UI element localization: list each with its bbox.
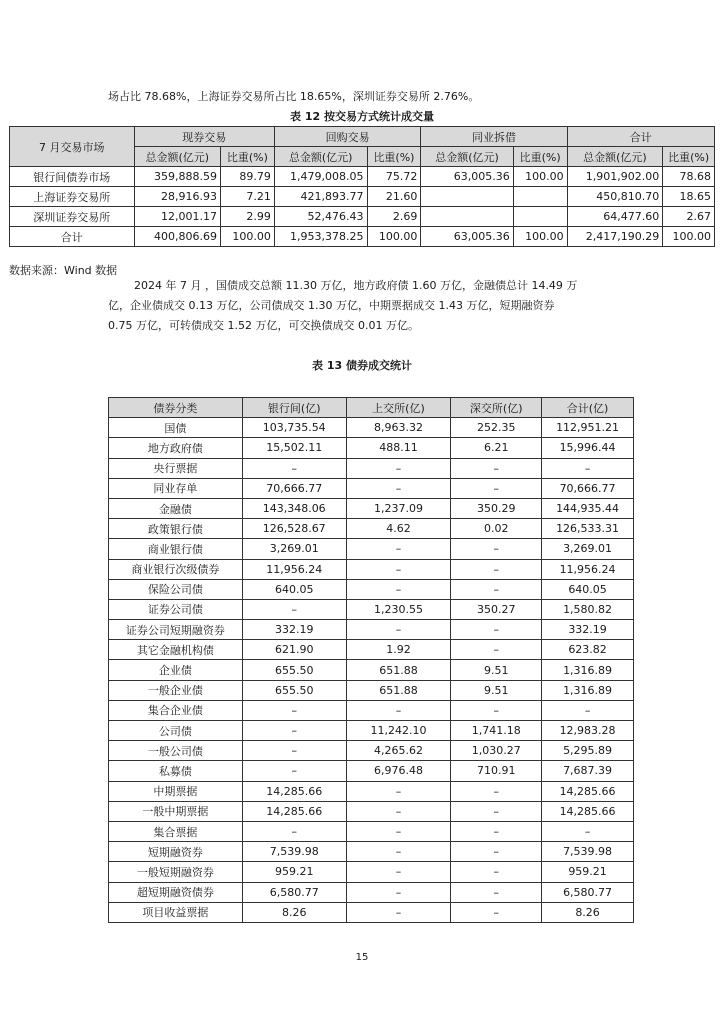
table13-category-cell: 国债 — [109, 418, 243, 438]
page-number: 15 — [355, 952, 369, 963]
table12-cell: 400,806.69 — [134, 227, 220, 247]
table12-cell: 421,893.77 — [274, 187, 367, 207]
table13-cell: – — [451, 842, 542, 862]
table-row — [109, 458, 634, 478]
table13-category-cell: 一般企业债 — [109, 680, 243, 700]
table13-cell: 144,935.44 — [542, 498, 634, 518]
table12-cell: 100.00 — [513, 167, 567, 187]
table-row — [109, 498, 634, 518]
table13-cell: – — [451, 579, 542, 599]
table12-cell: 450,810.70 — [567, 187, 663, 207]
table13-cell: 651.88 — [346, 660, 451, 680]
table13-cell: – — [346, 902, 451, 922]
table-row — [10, 167, 715, 187]
table13-header-row — [109, 398, 634, 418]
table13-cell: – — [346, 458, 451, 478]
table13-cell: – — [451, 781, 542, 801]
table13-cell: 103,735.54 — [242, 418, 346, 438]
table13-category-cell: 企业债 — [109, 660, 243, 680]
table13-cell: 9.51 — [451, 660, 542, 680]
table13-cell: 12,983.28 — [542, 721, 634, 741]
table12-cell: 63,005.36 — [421, 167, 513, 187]
table13-category-cell: 同业存单 — [109, 478, 243, 498]
table13-cell: 7,539.98 — [542, 842, 634, 862]
table12-cell: 359,888.59 — [134, 167, 220, 187]
table-row — [109, 761, 634, 781]
table13-cell: – — [346, 620, 451, 640]
table-row — [109, 660, 634, 680]
table13-cell: – — [542, 700, 634, 720]
table13-cell: – — [242, 741, 346, 761]
table13-cell: – — [451, 862, 542, 882]
table13-category-cell: 短期融资券 — [109, 842, 243, 862]
table12-cell: 89.79 — [220, 167, 274, 187]
table13-cell: 655.50 — [242, 680, 346, 700]
table13-cell: – — [451, 700, 542, 720]
table13-header: 上交所(亿) — [346, 398, 451, 418]
table13-cell: 8,963.32 — [346, 418, 451, 438]
table12-cell: 28,916.93 — [134, 187, 220, 207]
table12-cell — [513, 187, 567, 207]
table12-cell: 7.21 — [220, 187, 274, 207]
table12-cell — [421, 187, 513, 207]
table13-cell: – — [346, 700, 451, 720]
table13-cell: 1.92 — [346, 640, 451, 660]
table-row — [109, 640, 634, 660]
table13-cell: 332.19 — [242, 620, 346, 640]
table13-cell: 14,285.66 — [242, 781, 346, 801]
table13-cell: 6.21 — [451, 438, 542, 458]
table-row — [109, 862, 634, 882]
table13-cell: 350.27 — [451, 599, 542, 619]
table13-cell: – — [451, 559, 542, 579]
table13-header: 合计(亿) — [542, 398, 634, 418]
table-row — [109, 821, 634, 841]
table13-category-cell: 央行票据 — [109, 458, 243, 478]
table13-cell: 7,539.98 — [242, 842, 346, 862]
table12-subheader: 比重(%) — [367, 147, 421, 167]
table13-cell: – — [242, 599, 346, 619]
table13-cell: 252.35 — [451, 418, 542, 438]
table13-category-cell: 项目收益票据 — [109, 902, 243, 922]
table13-cell: 15,996.44 — [542, 438, 634, 458]
table13-cell: – — [451, 539, 542, 559]
table12-subheader: 总金额(亿元) — [567, 147, 663, 167]
table12-subheader: 比重(%) — [220, 147, 274, 167]
table13-cell: 655.50 — [242, 660, 346, 680]
table13-category-cell: 集合企业债 — [109, 700, 243, 720]
table12-cell: 78.68 — [663, 167, 715, 187]
table13-cell: 8.26 — [542, 902, 634, 922]
table12-cell — [421, 207, 513, 227]
table12-cell — [513, 207, 567, 227]
table-row — [109, 801, 634, 821]
table13-category-cell: 证券公司短期融资券 — [109, 620, 243, 640]
table13-cell: – — [542, 458, 634, 478]
table12-cell: 52,476.43 — [274, 207, 367, 227]
table12-trading-volume — [9, 126, 715, 247]
table13-cell: 14,285.66 — [542, 801, 634, 821]
paragraph-line: 0.75 万亿，可转债成交 1.52 万亿，可交换债成交 0.01 万亿。 — [108, 319, 419, 332]
table13-cell: 14,285.66 — [542, 781, 634, 801]
table12-cell: 18.65 — [663, 187, 715, 207]
table13-cell: 640.05 — [542, 579, 634, 599]
table12-cell: 2.99 — [220, 207, 274, 227]
table13-category-cell: 金融债 — [109, 498, 243, 518]
table-row — [109, 478, 634, 498]
table13-cell: – — [451, 801, 542, 821]
table12-cell: 100.00 — [220, 227, 274, 247]
table12-cell: 100.00 — [367, 227, 421, 247]
paragraph-line: 亿，企业债成交 0.13 万亿，公司债成交 1.30 万亿，中期票据成交 1.43 万亿，短期融资券 — [108, 299, 555, 312]
table13-cell: – — [346, 539, 451, 559]
table-row — [109, 519, 634, 539]
table13-cell: 0.02 — [451, 519, 542, 539]
table12-subheader: 比重(%) — [513, 147, 567, 167]
table13-cell: 70,666.77 — [542, 478, 634, 498]
table12-subheader: 比重(%) — [663, 147, 715, 167]
table13-cell: 14,285.66 — [242, 801, 346, 821]
table13-cell: – — [346, 842, 451, 862]
table13-cell: – — [451, 640, 542, 660]
table13-cell: 112,951.21 — [542, 418, 634, 438]
table-row — [109, 680, 634, 700]
table13-cell: 6,580.77 — [542, 882, 634, 902]
table12-cell: 100.00 — [513, 227, 567, 247]
table12-cell: 100.00 — [663, 227, 715, 247]
table13-cell: – — [346, 559, 451, 579]
table13-cell: 332.19 — [542, 620, 634, 640]
table13-category-cell: 地方政府债 — [109, 438, 243, 458]
table-row — [109, 539, 634, 559]
table12-cell: 2.69 — [367, 207, 421, 227]
table-row — [10, 207, 715, 227]
table13-category-cell: 超短期融资债券 — [109, 882, 243, 902]
table13-category-cell: 其它金融机构债 — [109, 640, 243, 660]
table13-cell: 5,295.89 — [542, 741, 634, 761]
paragraph-line: 2024 年 7 月 ，国债成交总额 11.30 万亿，地方政府债 1.60 万亿，金融债总计 14.49 万 — [134, 279, 578, 292]
table13-bond-trading — [108, 397, 634, 923]
table13-cell: – — [242, 700, 346, 720]
table-row — [109, 902, 634, 922]
intro-line: 场占比 78.68%，上海证券交易所占比 18.65%，深圳证券交易所 2.76%。 — [108, 90, 480, 103]
table13-cell: 3,269.01 — [242, 539, 346, 559]
table13-cell: 4,265.62 — [346, 741, 451, 761]
table12-caption: 表 12 按交易方式统计成交量 — [290, 110, 434, 123]
table12-cell: 64,477.60 — [567, 207, 663, 227]
table-row — [109, 438, 634, 458]
table13-cell: – — [542, 821, 634, 841]
table-row — [109, 700, 634, 720]
table-row — [109, 781, 634, 801]
table12-subheader: 总金额(亿元) — [274, 147, 367, 167]
table13-cell: 1,741.18 — [451, 721, 542, 741]
table13-cell: 1,237.09 — [346, 498, 451, 518]
table13-header: 深交所(亿) — [451, 398, 542, 418]
table13-cell: – — [451, 478, 542, 498]
table13-cell: 4.62 — [346, 519, 451, 539]
table13-caption: 表 13 债券成交统计 — [312, 359, 412, 372]
table13-cell: 640.05 — [242, 579, 346, 599]
table13-cell: – — [346, 579, 451, 599]
table13-cell: 11,956.24 — [242, 559, 346, 579]
table13-cell: – — [451, 821, 542, 841]
table12-group-header-row — [10, 127, 715, 147]
table12-cell: 12,001.17 — [134, 207, 220, 227]
table13-cell: 959.21 — [542, 862, 634, 882]
table13-category-cell: 中期票据 — [109, 781, 243, 801]
table13-cell: 651.88 — [346, 680, 451, 700]
table13-category-cell: 政策银行债 — [109, 519, 243, 539]
table13-category-cell: 公司债 — [109, 721, 243, 741]
table13-cell: 8.26 — [242, 902, 346, 922]
table13-cell: 143,348.06 — [242, 498, 346, 518]
table12-cell: 63,005.36 — [421, 227, 513, 247]
table13-cell: 9.51 — [451, 680, 542, 700]
table13-category-cell: 一般短期融资券 — [109, 862, 243, 882]
table-row — [109, 721, 634, 741]
table13-category-cell: 一般中期票据 — [109, 801, 243, 821]
table13-cell: – — [451, 458, 542, 478]
table13-cell: 1,030.27 — [451, 741, 542, 761]
table13-cell: 70,666.77 — [242, 478, 346, 498]
table12-cell: 1,901,902.00 — [567, 167, 663, 187]
table13-cell: 350.29 — [451, 498, 542, 518]
table13-cell: 7,687.39 — [542, 761, 634, 781]
table-row — [109, 842, 634, 862]
table12-header-interbank: 同业拆借 — [421, 127, 567, 147]
table12-header-repo: 回购交易 — [274, 127, 421, 147]
table13-cell: 6,976.48 — [346, 761, 451, 781]
table12-header-spot: 现券交易 — [134, 127, 274, 147]
table13-cell: 623.82 — [542, 640, 634, 660]
table-row — [109, 882, 634, 902]
table13-cell: 3,269.01 — [542, 539, 634, 559]
table13-cell: – — [242, 721, 346, 741]
table13-cell: – — [346, 478, 451, 498]
table13-cell: – — [346, 821, 451, 841]
table-row — [10, 187, 715, 207]
table13-cell: 488.11 — [346, 438, 451, 458]
table13-category-cell: 保险公司债 — [109, 579, 243, 599]
source-note: 数据来源：Wind 数据 — [9, 264, 118, 277]
table13-category-cell: 证券公司债 — [109, 599, 243, 619]
table12-market-cell: 上海证券交易所 — [10, 187, 135, 207]
table13-cell: – — [242, 821, 346, 841]
table13-cell: 15,502.11 — [242, 438, 346, 458]
table13-cell: 1,316.89 — [542, 680, 634, 700]
table-row — [109, 741, 634, 761]
table12-market-cell: 深圳证券交易所 — [10, 207, 135, 227]
table-row — [109, 579, 634, 599]
table13-cell: – — [451, 902, 542, 922]
table12-subheader: 总金额(亿元) — [421, 147, 513, 167]
table13-cell: – — [451, 882, 542, 902]
table12-cell: 2,417,190.29 — [567, 227, 663, 247]
table12-cell: 2.67 — [663, 207, 715, 227]
table13-cell: – — [346, 882, 451, 902]
table12-market-cell: 银行间债券市场 — [10, 167, 135, 187]
table13-category-cell: 商业银行次级债券 — [109, 559, 243, 579]
table13-cell: 959.21 — [242, 862, 346, 882]
table12-header-market: 7 月交易市场 — [10, 127, 135, 167]
table-row — [10, 227, 715, 247]
table12-cell: 1,479,008.05 — [274, 167, 367, 187]
table13-category-cell: 商业银行债 — [109, 539, 243, 559]
table13-cell: 126,528.67 — [242, 519, 346, 539]
table13-cell: 11,242.10 — [346, 721, 451, 741]
table13-cell: 1,580.82 — [542, 599, 634, 619]
table13-cell: – — [451, 620, 542, 640]
table13-cell: 11,956.24 — [542, 559, 634, 579]
table13-cell: – — [346, 801, 451, 821]
table13-cell: 1,316.89 — [542, 660, 634, 680]
table-row — [109, 599, 634, 619]
table13-cell: – — [242, 458, 346, 478]
table13-cell: – — [346, 862, 451, 882]
table12-cell: 21.60 — [367, 187, 421, 207]
table13-cell: 6,580.77 — [242, 882, 346, 902]
table13-body — [109, 418, 634, 923]
table13-cell: 710.91 — [451, 761, 542, 781]
table12-header-total: 合计 — [567, 127, 714, 147]
table13-cell: – — [242, 761, 346, 781]
table13-category-cell: 私募债 — [109, 761, 243, 781]
table13-header: 债券分类 — [109, 398, 243, 418]
table13-category-cell: 一般公司债 — [109, 741, 243, 761]
table13-category-cell: 集合票据 — [109, 821, 243, 841]
table-row — [109, 559, 634, 579]
table13-cell: 621.90 — [242, 640, 346, 660]
table13-cell: – — [346, 781, 451, 801]
table-row — [109, 418, 634, 438]
table12-market-cell: 合计 — [10, 227, 135, 247]
table13-cell: 1,230.55 — [346, 599, 451, 619]
table12-cell: 75.72 — [367, 167, 421, 187]
table-row — [109, 620, 634, 640]
table13-cell: 126,533.31 — [542, 519, 634, 539]
table12-cell: 1,953,378.25 — [274, 227, 367, 247]
table13-header: 银行间(亿) — [242, 398, 346, 418]
table12-subheader: 总金额(亿元) — [134, 147, 220, 167]
